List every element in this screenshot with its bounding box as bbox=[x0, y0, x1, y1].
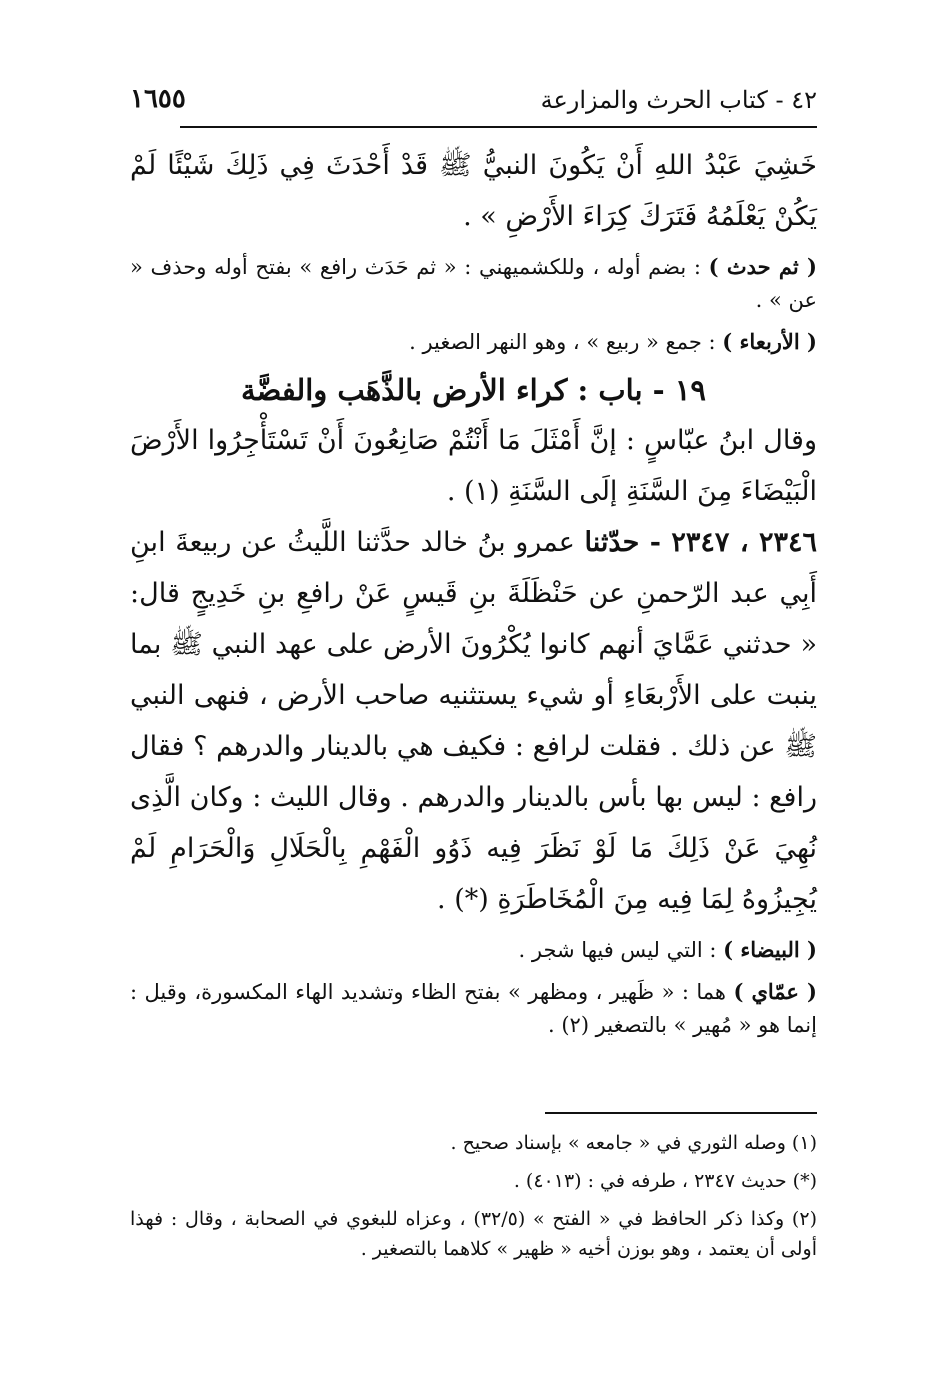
commentary-note bbox=[130, 933, 817, 967]
page-header bbox=[130, 82, 817, 122]
hadith-text: عمرو بنُ خالد حدَّثنا اللَّيثُ عن ربيعةَ ابنِ أَبِي عبد الرّحمنِ عن حَنْظَلَةَ بنِ قَيسٍ عَنْ رافعِ بنِ خَدِيجٍ قال: « حدثني عَمَّايَ أنهم كانوا يُكْرُونَ الأرض على عهد النبي ﷺ بما ينبت على الأَرْبعَاءِ أو شيء يستثنيه صاحب الأرض ، فنهى النبي ﷺ عن ذلك . فقلت لرافع : فكيف هي بالدينار والدرهم ؟ فقال رافع : ليس بها بأس بالدينار والدرهم . وقال الليث : وكان الَّذِى نُهِيَ عَنْ ذَلِكَ مَا لَوْ نَظَرَ فِيه ذَوُو الْفَهْمِ بِالْحَلَالِ وَالْحَرَامِ لَمْ يُجِيزُوهُ لِمَا فِيه مِنَ الْمُخَاطَرَةِ (*) . bbox=[130, 527, 817, 915]
note-term: ( عمّاي ) bbox=[733, 979, 817, 1004]
chapter-title: ١٩ - باب : كراء الأرض بالذَّهَب والفضَّة bbox=[241, 373, 706, 407]
footnote: (٢) وكذا ذكر الحافظ في « الفتح » (٣٢/٥) ، وعزاه للبغوي في الصحابة ، وقال : فهذا أولى أن يعتمد ، وهو بوزن أخيه « ظهير » كلاهما بالتصغير . bbox=[130, 1208, 817, 1260]
page-number: ١٦٥٥ bbox=[130, 84, 186, 114]
note-text: : بضم أوله ، وللكشميهني : « ثم حَدَث رافع » بفتح أوله وحذف « عن » . bbox=[130, 255, 817, 312]
page-body bbox=[130, 140, 817, 1048]
note-term: ( ثم حدث ) bbox=[708, 254, 817, 279]
footnote: (١) وصله الثوري في « جامعه » بإسناد صحيح . bbox=[450, 1132, 817, 1154]
commentary-note bbox=[130, 250, 817, 317]
note-term: ( البيضاء ) bbox=[723, 937, 817, 962]
note-text: : جمع « ربيع » ، وهو النهر الصغير . bbox=[409, 330, 723, 354]
note-text: هما : « ظَهير ، ومظهر » بفتح الظاء وتشديد الهاء المكسورة، وقيل : إنما هو « مُهير » بالتصغير (٢) . bbox=[130, 980, 817, 1037]
header-rule bbox=[180, 126, 817, 128]
footnote: (*) حديث ٢٣٤٧ ، طرفه في : (٤٠١٣) . bbox=[513, 1170, 817, 1192]
paragraph-ibn-abbas: وقال ابنُ عبّاسٍ : إنَّ أَمْثَلَ مَا أَنْتُمْ صَانِعُونَ أَنْ تَسْتَأْجِرُوا الأَرْضَ الْبَيْضَاءَ مِنَ السَّنَةِ إلَى السَّنَةِ (١) . bbox=[130, 425, 817, 507]
note-term: ( الأربعاء ) bbox=[722, 329, 817, 354]
note-text: : التي ليس فيها شجر . bbox=[518, 938, 724, 962]
hadith-number: ٢٣٤٦ ، ٢٣٤٧ - حدّثنا bbox=[584, 527, 817, 558]
paragraph-continuation: خَشِيَ عَبْدُ اللهِ أَنْ يَكُونَ النبيُّ ﷺ قَدْ أَحْدَثَ فِي ذَلِكَ شَيْئًا لَمْ يَكُنْ يَعْلَمُهُ فَتَرَكَ كِرَاءَ الأَرْضِ » . bbox=[130, 150, 817, 232]
hadith-paragraph bbox=[130, 517, 817, 925]
footnotes bbox=[130, 1128, 817, 1272]
commentary-note bbox=[130, 975, 817, 1042]
running-head: ٤٢ - كتاب الحرث والمزارعة bbox=[540, 86, 817, 114]
commentary-note bbox=[130, 325, 817, 359]
footnote-rule bbox=[545, 1112, 817, 1114]
